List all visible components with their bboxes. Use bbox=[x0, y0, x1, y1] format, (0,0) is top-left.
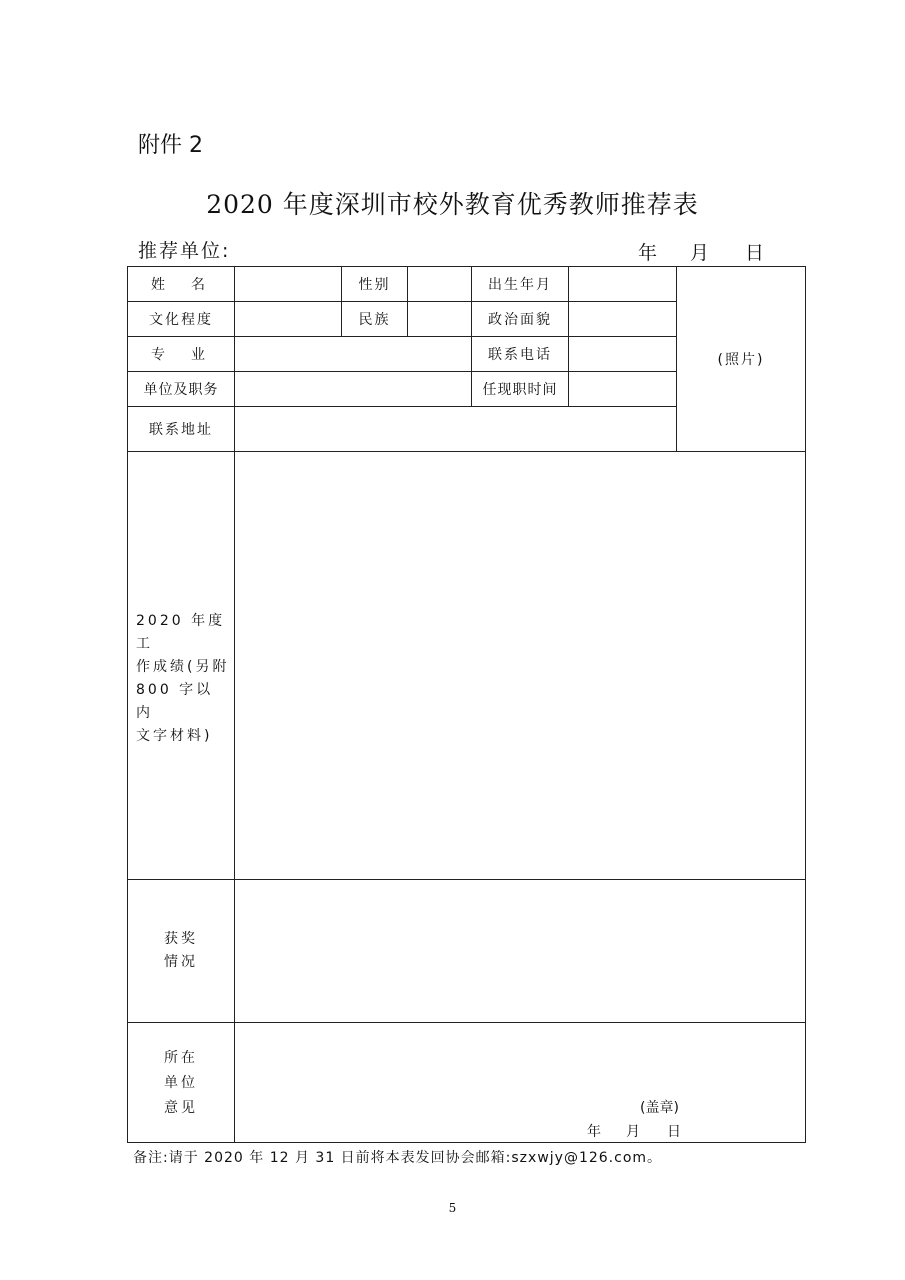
education-field[interactable] bbox=[235, 302, 341, 336]
header-day: 日 bbox=[745, 242, 765, 264]
unit-position-label: 单位及职务 bbox=[143, 382, 219, 398]
awards-label-line: 获奖 bbox=[164, 931, 198, 947]
sign-day: 日 bbox=[667, 1124, 681, 1140]
work-label-line: 2020 年度工 bbox=[136, 613, 226, 652]
awards-field[interactable] bbox=[235, 880, 805, 1022]
header-year: 年 bbox=[638, 242, 658, 264]
education-label: 文化程度 bbox=[149, 312, 213, 328]
ethnicity-label: 民族 bbox=[358, 312, 391, 328]
awards-label bbox=[164, 928, 224, 974]
unit-position-field[interactable] bbox=[235, 372, 471, 406]
unit-opinion-label bbox=[164, 1046, 224, 1121]
attachment-label: 附件 2 bbox=[138, 133, 203, 158]
header-month: 月 bbox=[690, 242, 710, 264]
work-label-line: 作成绩(另附 bbox=[136, 659, 230, 675]
phone-field[interactable] bbox=[569, 337, 676, 371]
table-border-bottom bbox=[127, 1142, 806, 1143]
unit-opinion-field[interactable] bbox=[235, 1023, 805, 1098]
seal-label: (盖章) bbox=[640, 1100, 679, 1116]
sign-month: 月 bbox=[626, 1124, 640, 1140]
form-title: 2020 年度深圳市校外教育优秀教师推荐表 bbox=[206, 190, 699, 219]
gender-field[interactable] bbox=[408, 267, 471, 301]
work-achievements-label bbox=[136, 610, 230, 748]
name-label: 姓 名 bbox=[151, 277, 211, 293]
address-label: 联系地址 bbox=[149, 422, 213, 438]
recommend-unit-label: 推荐单位: bbox=[138, 240, 231, 262]
address-field[interactable] bbox=[235, 407, 676, 451]
name-field[interactable] bbox=[235, 267, 341, 301]
major-field[interactable] bbox=[235, 337, 471, 371]
major-label: 专 业 bbox=[151, 347, 211, 363]
phone-label: 联系电话 bbox=[488, 347, 552, 363]
birth-label: 出生年月 bbox=[488, 277, 552, 293]
work-label-line: 文字材料) bbox=[136, 728, 213, 744]
table-border-right bbox=[805, 266, 806, 1143]
photo-placeholder: (照片) bbox=[717, 352, 765, 368]
birth-field[interactable] bbox=[569, 267, 676, 301]
footer-note: 备注:请于 2020 年 12 月 31 日前将本表发回协会邮箱:szxwjy@126.com。 bbox=[133, 1150, 663, 1166]
political-label: 政治面貌 bbox=[488, 312, 552, 328]
opinion-label-line: 意见 bbox=[164, 1100, 198, 1116]
opinion-label-line: 单位 bbox=[164, 1075, 198, 1091]
work-label-line: 800 字以内 bbox=[136, 682, 214, 721]
opinion-label-line: 所在 bbox=[164, 1050, 198, 1066]
gender-label: 性别 bbox=[358, 277, 391, 293]
work-achievements-field[interactable] bbox=[235, 452, 805, 879]
current-title-time-label: 任现职时间 bbox=[482, 382, 558, 398]
awards-label-line: 情况 bbox=[164, 954, 198, 970]
sign-year: 年 bbox=[587, 1124, 601, 1140]
current-title-time-field[interactable] bbox=[569, 372, 676, 406]
page-number: 5 bbox=[448, 1201, 457, 1215]
ethnicity-field[interactable] bbox=[408, 302, 471, 336]
political-field[interactable] bbox=[569, 302, 676, 336]
